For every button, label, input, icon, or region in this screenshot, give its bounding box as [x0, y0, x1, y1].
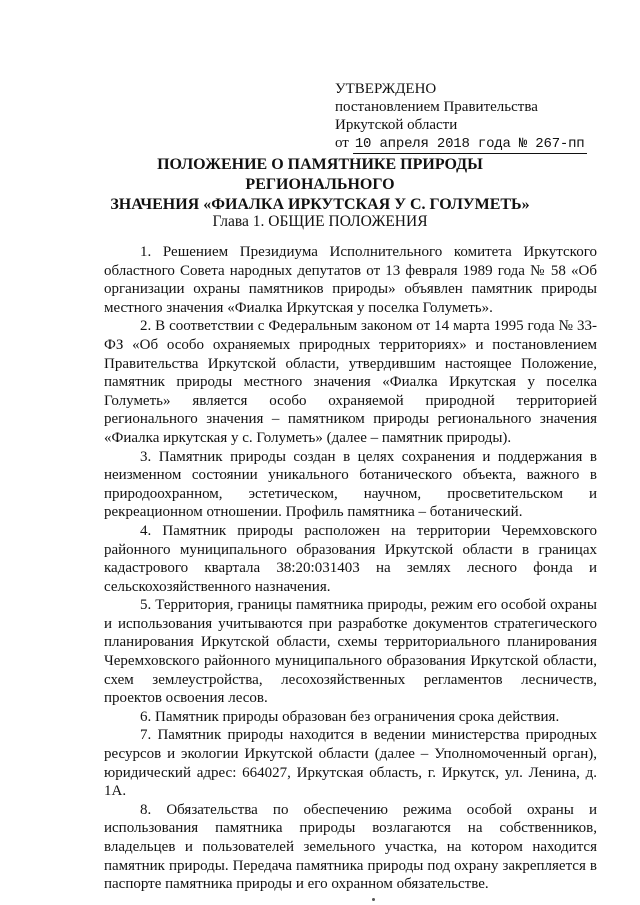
- title-line-2: ЗНАЧЕНИЯ «ФИАЛКА ИРКУТСКАЯ У С. ГОЛУМЕТЬ»: [110, 196, 530, 213]
- title-line-1: ПОЛОЖЕНИЕ О ПАМЯТНИКЕ ПРИРОДЫ РЕГИОНАЛЬНОГО: [157, 156, 483, 193]
- paragraph-7: 7. Памятник природы находится в ведении министерства природных ресурсов и экологии Иркутской области (далее – Уполномоченный орган), юридический адрес: 664027, Иркутская область, г. Иркутск, ул. Ленина, д. 1А.: [104, 727, 597, 800]
- paragraph-3: 3. Памятник природы создан в целях сохранения и поддержания в неизменном состоянии уникального ботанического объекта, важного в природоохранном, эстетическом, научном, просветительском и рекреационном отношении. Профиль памятника – ботанический.: [104, 448, 597, 521]
- approval-date-prefix: от: [335, 135, 349, 151]
- approval-heading: УТВЕРЖДЕНО: [335, 81, 437, 97]
- document-body: [104, 243, 597, 894]
- approval-block: [335, 80, 587, 154]
- paragraph-5: 5. Территория, границы памятника природы, режим его особой охраны и использования учитываются при разработке документов стратегического планирования Иркутской области, схемы территориального планирования Черемховского районного муниципального образования Иркутской области, схем землеустройства, лесохозяйственных регламентов лесничеств, проектов освоения лесов.: [104, 597, 597, 707]
- approval-line-1: постановлением Правительства: [335, 99, 538, 115]
- document-title: [95, 155, 545, 215]
- chapter-heading: Глава 1. ОБЩИЕ ПОЛОЖЕНИЯ: [212, 213, 428, 230]
- scan-dot: [372, 898, 375, 901]
- paragraph-2: 2. В соответствии с Федеральным законом от 14 марта 1995 года № 33-ФЗ «Об особо охраняемых природных территориях» и постановлением Правительства Иркутской области, утвердившим настоящее Положение, памятник природы местного значения «Фиалка Иркутская у поселка Голуметь» является особо охраняемой природной территорией регионального значения – памятником природы регионального значения «Фиалка иркутская у с. Голуметь» (далее – памятник природы).: [104, 318, 597, 446]
- approval-date-line: [335, 134, 587, 154]
- approval-line-2: Иркутской области: [335, 117, 458, 133]
- paragraph-1: 1. Решением Президиума Исполнительного комитета Иркутского областного Совета народных депутатов от 13 февраля 1989 года № 58 «Об организации охраны памятников природы» объявлен памятник природы местного значения «Фиалка Иркутская у поселка Голуметь».: [104, 244, 597, 316]
- paragraph-8: 8. Обязательства по обеспечению режима особой охраны и использования памятника природы возлагаются на собственников, владельцев и пользователей земельного участка, на котором находится памятник природы. Передача памятника природы под охрану закрепляется в паспорте памятника природы и его охранном обязательстве.: [104, 801, 597, 893]
- paragraph-4: 4. Памятник природы расположен на территории Черемховского районного муниципального образования Иркутской области в границах кадастрового квартала 38:20:031403 на землях лесного фонда и сельскохозяйственного назначения.: [104, 522, 597, 595]
- paragraph-6: 6. Памятник природы образован без ограничения срока действия.: [140, 708, 560, 725]
- approval-date-value: 10 апреля 2018 года № 267-пп: [354, 136, 585, 152]
